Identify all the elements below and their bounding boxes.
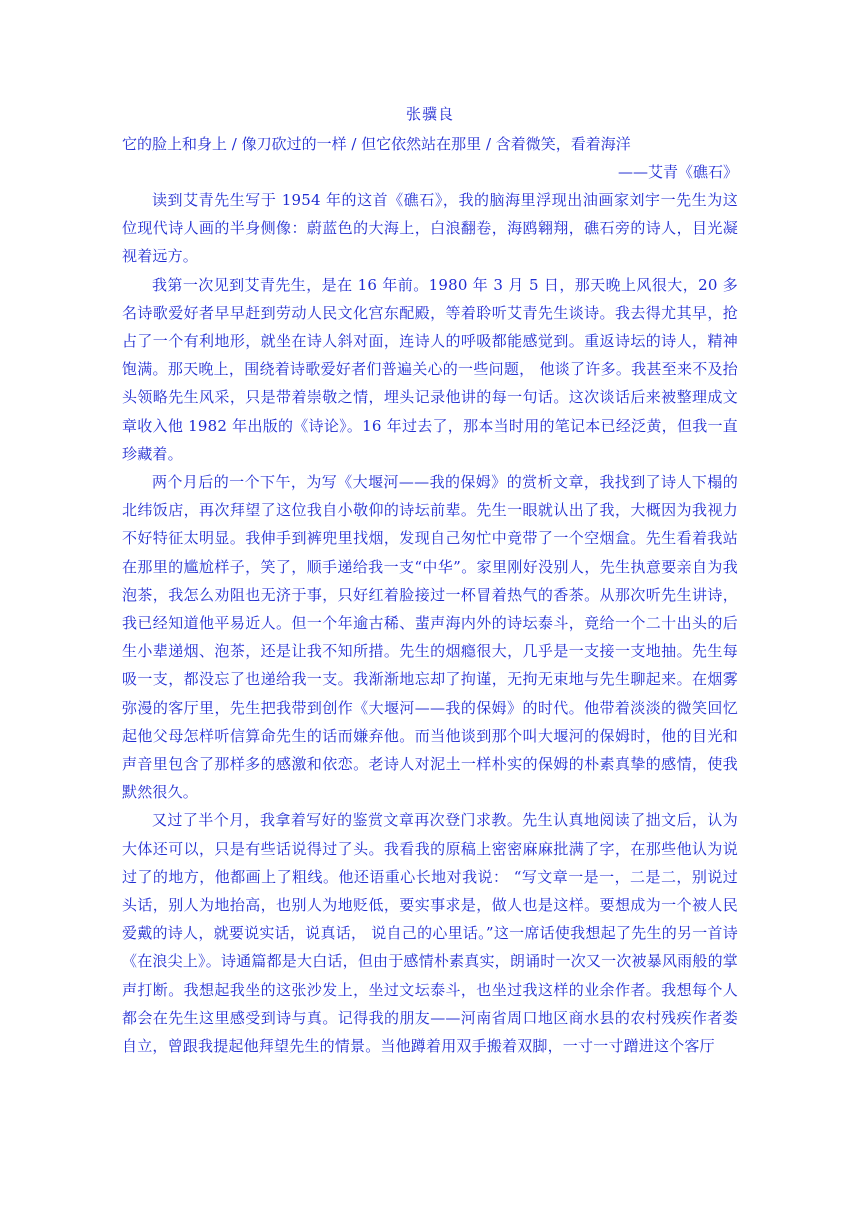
epigraph-source: ——艾青《礁石》	[617, 163, 738, 181]
paragraph-1: 读到艾青先生写于 1954 年的这首《礁石》，我的脑海里浮现出油画家刘宇一先生为这位现代诗人画的半身侧像：蔚蓝色的大海上，白浪翻卷，海鸥翱翔，礁石旁的诗人，目光凝视着远方。	[122, 191, 738, 266]
paragraph-3: 两个月后的一个下午，为写《大堰河——我的保姆》的赏析文章，我找到了诗人下榻的北纬饭店，再次拜望了这位我自小敬仰的诗坛前辈。先生一眼就认出了我，大概因为我视力不好特征太明显。我伸手到裤兜里找烟，发现自己匆忙中竟带了一个空烟盒。先生看着我站在那里的尴尬样子，笑了，顺手递给我一支“中华”。家里刚好没别人，先生执意要亲自为我泡茶，我怎么劝阻也无济于事，只好红着脸接过一杯冒着热气的香茶。从那次听先生讲诗，我已经知道他平易近人。但一个年逾古稀、蜚声海内外的诗坛泰斗，竟给一个二十出头的后生小辈递烟、泡茶，还是让我不知所措。先生的烟瘾很大，几乎是一支接一支地抽。先生每吸一支，都没忘了也递给我一支。我渐渐地忘却了拘谨，无拘无束地与先生聊起来。在烟雾弥漫的客厅里，先生把我带到创作《大堰河——我的保姆》的时代。他带着淡淡的微笑回忆起他父母怎样听信算命先生的话而嫌弃他。而当他谈到那个叫大堰河的保姆时，他的目光和声音里包含了那样多的感激和依恋。老诗人对泥土一样朴实的保姆的朴素真挚的感情，使我默然很久。	[122, 473, 738, 802]
paragraph-2: 我第一次见到艾青先生，是在 16 年前。1980 年 3 月 5 日，那天晚上风很大，20 多名诗歌爱好者早早赶到劳动人民文化宫东配殿，等着聆听艾青先生谈诗。我去得尤其早，抢占了一个有利地形，就坐在诗人斜对面，连诗人的呼吸都能感觉到。重返诗坛的诗人，精神饱满。那天晚上，围绕着诗歌爱好者们普遍关心的一些问题， 他谈了许多。我甚至来不及抬头领略先生风采，只是带着崇敬之情，埋头记录他讲的每一句话。这次谈话后来被整理成文章收入他 1982 年出版的《诗论》。16 年过去了，那本当时用的笔记本已经泛黄，但我一直珍藏着。	[122, 275, 738, 463]
epigraph-verse: 它的脸上和身上 / 像刀砍过的一样 / 但它依然站在那里 / 含着微笑，看着海洋	[122, 135, 631, 153]
article-author: 张骥良	[405, 105, 454, 123]
paragraph-4: 又过了半个月，我拿着写好的鉴赏文章再次登门求教。先生认真地阅读了拙文后，认为大体还可以，只是有些话说得过了头。我看我的原稿上密密麻麻批满了字，在那些他认为说过了的地方，他都画上了粗线。他还语重心长地对我说： “写文章一是一，二是二，别说过头话，别人为地抬高，也别人为地贬低，要实事求是，做人也是这样。要想成为一个被人民爱戴的诗人，就要说实话，说真话， 说自己的心里话。”这一席话使我想起了先生的另一首诗《在浪尖上》。诗通篇都是大白话，但由于感情朴素真实，朗诵时一次又一次被暴风雨般的掌声打断。我想起我坐的这张沙发上，坐过文坛泰斗，也坐过我这样的业余作者。我想每个人都会在先生这里感受到诗与真。记得我的朋友——河南省周口地区商水县的农村残疾作者娄自立，曾跟我提起他拜望先生的情景。当他蹲着用双手搬着双脚，一寸一寸蹭进这个客厅	[122, 811, 738, 1056]
article-body	[122, 186, 738, 1060]
